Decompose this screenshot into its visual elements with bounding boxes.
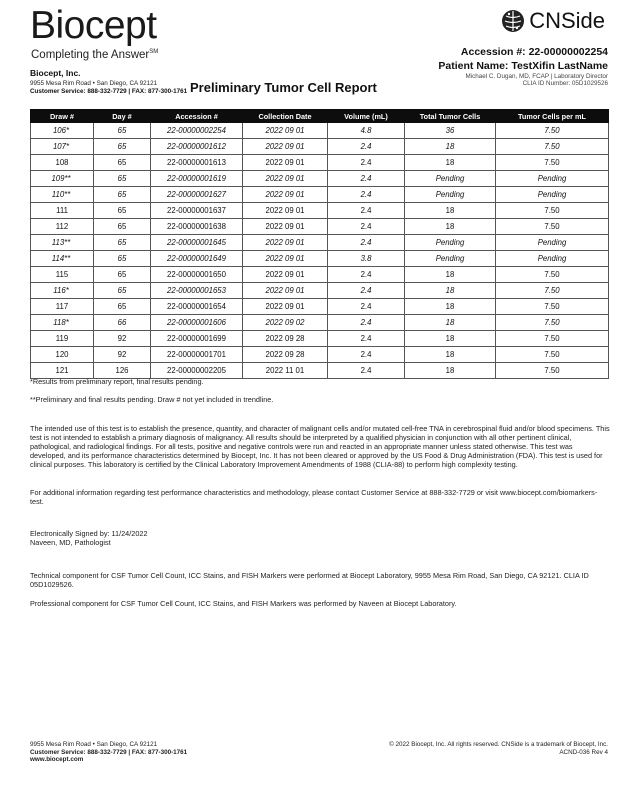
cell-collection-date: 2022 09 01 [243,235,328,251]
cell-draw: 119 [31,331,94,347]
cell-accession: 22-00000001645 [151,235,243,251]
cell-accession: 22-00000001637 [151,203,243,219]
cell-total-tumor-cells: 18 [405,331,496,347]
cell-collection-date: 2022 09 28 [243,347,328,363]
cell-volume: 2.4 [328,315,405,331]
table-row [31,155,609,171]
cell-tumor-cells-per-ml: 7.50 [496,363,609,379]
cell-total-tumor-cells: 18 [405,299,496,315]
additional-info-paragraph: For additional information regarding test performance characteristics and methodology, please contact Customer Service at 888-332-7729 or visit www.biocept.com/biomarkers-test. [30,488,598,506]
cell-collection-date: 2022 09 01 [243,219,328,235]
cell-total-tumor-cells: 18 [405,363,496,379]
cell-volume: 2.4 [328,155,405,171]
cell-volume: 2.4 [328,139,405,155]
note-single-asterisk: *Results from preliminary report, final results pending. [30,377,204,386]
cell-day: 65 [94,251,151,267]
customer-service: Customer Service: 888-332-7729 | FAX: 877-300-1761 [30,88,188,95]
col-day: Day # [94,110,151,123]
cell-draw: 109** [31,171,94,187]
table-row [31,123,609,139]
col-draw: Draw # [31,110,94,123]
col-collection-date: Collection Date [243,110,328,123]
cell-volume: 2.4 [328,171,405,187]
cell-draw: 114** [31,251,94,267]
report-title: Preliminary Tumor Cell Report [190,80,377,95]
cell-tumor-cells-per-ml: Pending [496,187,609,203]
cell-day: 126 [94,363,151,379]
patient-name: Patient Name: TestXifin LastName [438,60,608,72]
cell-accession: 22-00000001701 [151,347,243,363]
table-row [31,251,609,267]
cell-accession: 22-00000001612 [151,139,243,155]
cell-tumor-cells-per-ml: 7.50 [496,299,609,315]
cell-total-tumor-cells: 18 [405,267,496,283]
cell-draw: 113** [31,235,94,251]
col-tumor-cells-per-ml: Tumor Cells per mL [496,110,609,123]
cell-volume: 2.4 [328,283,405,299]
cnside-brand: CNSide [529,8,605,33]
cell-draw: 107* [31,139,94,155]
cell-draw: 121 [31,363,94,379]
signature-block [30,529,610,547]
col-volume: Volume (mL) [328,110,405,123]
cell-day: 65 [94,235,151,251]
col-total-tumor-cells: Total Tumor Cells [405,110,496,123]
cell-total-tumor-cells: 36 [405,123,496,139]
professional-component: Professional component for CSF Tumor Cell Count, ICC Stains, and FISH Markers was performed by Naveen at Biocept Laboratory. [30,599,457,608]
table-row [31,235,609,251]
table-row [31,347,609,363]
cell-draw: 115 [31,267,94,283]
footer-website[interactable]: www.biocept.com [30,756,84,763]
cell-volume: 2.4 [328,331,405,347]
cell-draw: 117 [31,299,94,315]
cell-collection-date: 2022 09 01 [243,155,328,171]
footer-right [389,741,608,756]
cell-day: 65 [94,203,151,219]
cell-collection-date: 2022 09 28 [243,331,328,347]
technical-component: Technical component for CSF Tumor Cell Count, ICC Stains, and FISH Markers were performed at Biocept Laboratory, 9955 Mesa Rim Road, San Diego, CA 92121. CLIA ID 05D1029526. [30,571,589,589]
cell-total-tumor-cells: 18 [405,315,496,331]
signed-line: Electronically Signed by: 11/24/2022 [30,529,148,538]
cell-accession: 22-00000001650 [151,267,243,283]
cell-tumor-cells-per-ml: 7.50 [496,315,609,331]
cell-accession: 22-00000001627 [151,187,243,203]
cell-accession: 22-00000002254 [151,123,243,139]
pathologist-name: Naveen, MD, Pathologist [30,538,111,547]
cell-collection-date: 2022 09 01 [243,123,328,139]
cell-collection-date: 2022 09 01 [243,267,328,283]
footer-left [30,741,187,764]
col-accession: Accession # [151,110,243,123]
cell-day: 66 [94,315,151,331]
tagline-text: Completing the Answer [31,49,150,61]
cell-collection-date: 2022 09 01 [243,171,328,187]
biocept-logo: Biocept [30,4,157,47]
cell-tumor-cells-per-ml: 7.50 [496,347,609,363]
footer-copyright: © 2022 Biocept, Inc. All rights reserved. CNSide is a trademark of Biocept, Inc. [389,741,608,748]
cell-volume: 2.4 [328,267,405,283]
service-mark: SM [149,49,159,56]
cell-accession: 22-00000001613 [151,155,243,171]
cell-accession: 22-00000001619 [151,171,243,187]
cell-total-tumor-cells: 18 [405,139,496,155]
cell-tumor-cells-per-ml: Pending [496,235,609,251]
table-row [31,283,609,299]
cell-tumor-cells-per-ml: 7.50 [496,203,609,219]
table-header-row [31,110,609,123]
table-row [31,219,609,235]
cell-accession: 22-00000001649 [151,251,243,267]
cell-volume: 2.4 [328,187,405,203]
cell-day: 65 [94,123,151,139]
cell-tumor-cells-per-ml: 7.50 [496,267,609,283]
table-row [31,187,609,203]
cell-day: 65 [94,139,151,155]
cell-accession: 22-00000001654 [151,299,243,315]
cell-tumor-cells-per-ml: 7.50 [496,155,609,171]
footer-form-id: ACND-036 Rev 4 [559,748,608,756]
cell-total-tumor-cells: 18 [405,347,496,363]
company-address: 9955 Mesa Rim Road • San Diego, CA 92121 [30,80,158,87]
cell-tumor-cells-per-ml: 7.50 [496,283,609,299]
cell-volume: 2.4 [328,363,405,379]
cell-draw: 112 [31,219,94,235]
cell-accession: 22-00000001653 [151,283,243,299]
cell-volume: 2.4 [328,235,405,251]
cell-collection-date: 2022 09 01 [243,251,328,267]
cnside-logo [500,8,605,34]
cell-collection-date: 2022 09 01 [243,139,328,155]
cell-volume: 2.4 [328,219,405,235]
table-row [31,331,609,347]
note-double-asterisk: **Preliminary and final results pending. Draw # not yet included in trendline. [30,395,274,404]
cell-day: 65 [94,187,151,203]
cell-day: 65 [94,171,151,187]
cell-accession: 22-00000001638 [151,219,243,235]
cell-day: 65 [94,219,151,235]
cell-total-tumor-cells: 18 [405,155,496,171]
results-table [30,109,609,379]
cell-draw: 118* [31,315,94,331]
cell-total-tumor-cells: 18 [405,283,496,299]
cell-collection-date: 2022 09 01 [243,187,328,203]
cell-collection-date: 2022 11 01 [243,363,328,379]
cell-collection-date: 2022 09 02 [243,315,328,331]
cell-day: 92 [94,331,151,347]
clia-number: CLIA ID Number: 05D1029526 [522,80,608,87]
footer-address: 9955 Mesa Rim Road • San Diego, CA 92121 [30,741,158,748]
cell-tumor-cells-per-ml: 7.50 [496,219,609,235]
table-row [31,267,609,283]
lab-director: Michael C. Dugan, MD, FCAP | Laboratory Director [465,73,608,80]
cell-total-tumor-cells: Pending [405,187,496,203]
brain-icon [500,8,526,34]
cell-collection-date: 2022 09 01 [243,283,328,299]
cell-day: 65 [94,267,151,283]
cell-volume: 2.4 [328,299,405,315]
tagline [31,49,158,61]
cell-volume: 2.4 [328,203,405,219]
cell-accession: 22-00000002205 [151,363,243,379]
cell-accession: 22-00000001699 [151,331,243,347]
cell-draw: 108 [31,155,94,171]
cell-total-tumor-cells: Pending [405,171,496,187]
cell-collection-date: 2022 09 01 [243,203,328,219]
cell-tumor-cells-per-ml: Pending [496,171,609,187]
cell-volume: 3.8 [328,251,405,267]
table-row [31,171,609,187]
cell-volume: 2.4 [328,347,405,363]
cell-total-tumor-cells: 18 [405,203,496,219]
cell-total-tumor-cells: Pending [405,235,496,251]
cell-draw: 111 [31,203,94,219]
footer-service: Customer Service: 888-332-7729 | FAX: 877-300-1761 [30,748,188,756]
cell-total-tumor-cells: 18 [405,219,496,235]
cell-accession: 22-00000001606 [151,315,243,331]
table-row [31,315,609,331]
cell-day: 65 [94,299,151,315]
cell-day: 92 [94,347,151,363]
cell-tumor-cells-per-ml: 7.50 [496,139,609,155]
cell-volume: 4.8 [328,123,405,139]
cell-tumor-cells-per-ml: Pending [496,251,609,267]
cell-draw: 106* [31,123,94,139]
cell-draw: 120 [31,347,94,363]
table-row [31,139,609,155]
cell-collection-date: 2022 09 01 [243,299,328,315]
table-row [31,299,609,315]
cell-draw: 110** [31,187,94,203]
intended-use-paragraph: The intended use of this test is to establish the presence, quantity, and character of malignant cells and/or mutated cell-free TNA in cerebrospinal fluid and/or blood specimens. This test is not intended to establish a primary diagnosis of malignancy. All results should be interpreted by a qualified physician in conjunction with all other pertinent clinical, pathological, and radiological findings. For all tests, positive and negative controls were run and reacted in an appropriate manner unless stated otherwise. This test was developed, and its performance characteristics determined by Biocept, Inc. It has not been cleared or approved by the US Food & Drug Administration (FDA). This test is used for clinical purposes. This laboratory is certified by the Clinical Laboratory Improvement Amendments of 1988 (CLIA-88) to perform high complexity testing. [30,424,610,469]
table-row [31,203,609,219]
cell-tumor-cells-per-ml: 7.50 [496,123,609,139]
cell-draw: 116* [31,283,94,299]
accession-number: Accession #: 22-00000002254 [460,46,608,58]
cell-total-tumor-cells: Pending [405,251,496,267]
cell-day: 65 [94,155,151,171]
company-name: Biocept, Inc. [30,68,81,78]
cell-tumor-cells-per-ml: 7.50 [496,331,609,347]
cell-day: 65 [94,283,151,299]
